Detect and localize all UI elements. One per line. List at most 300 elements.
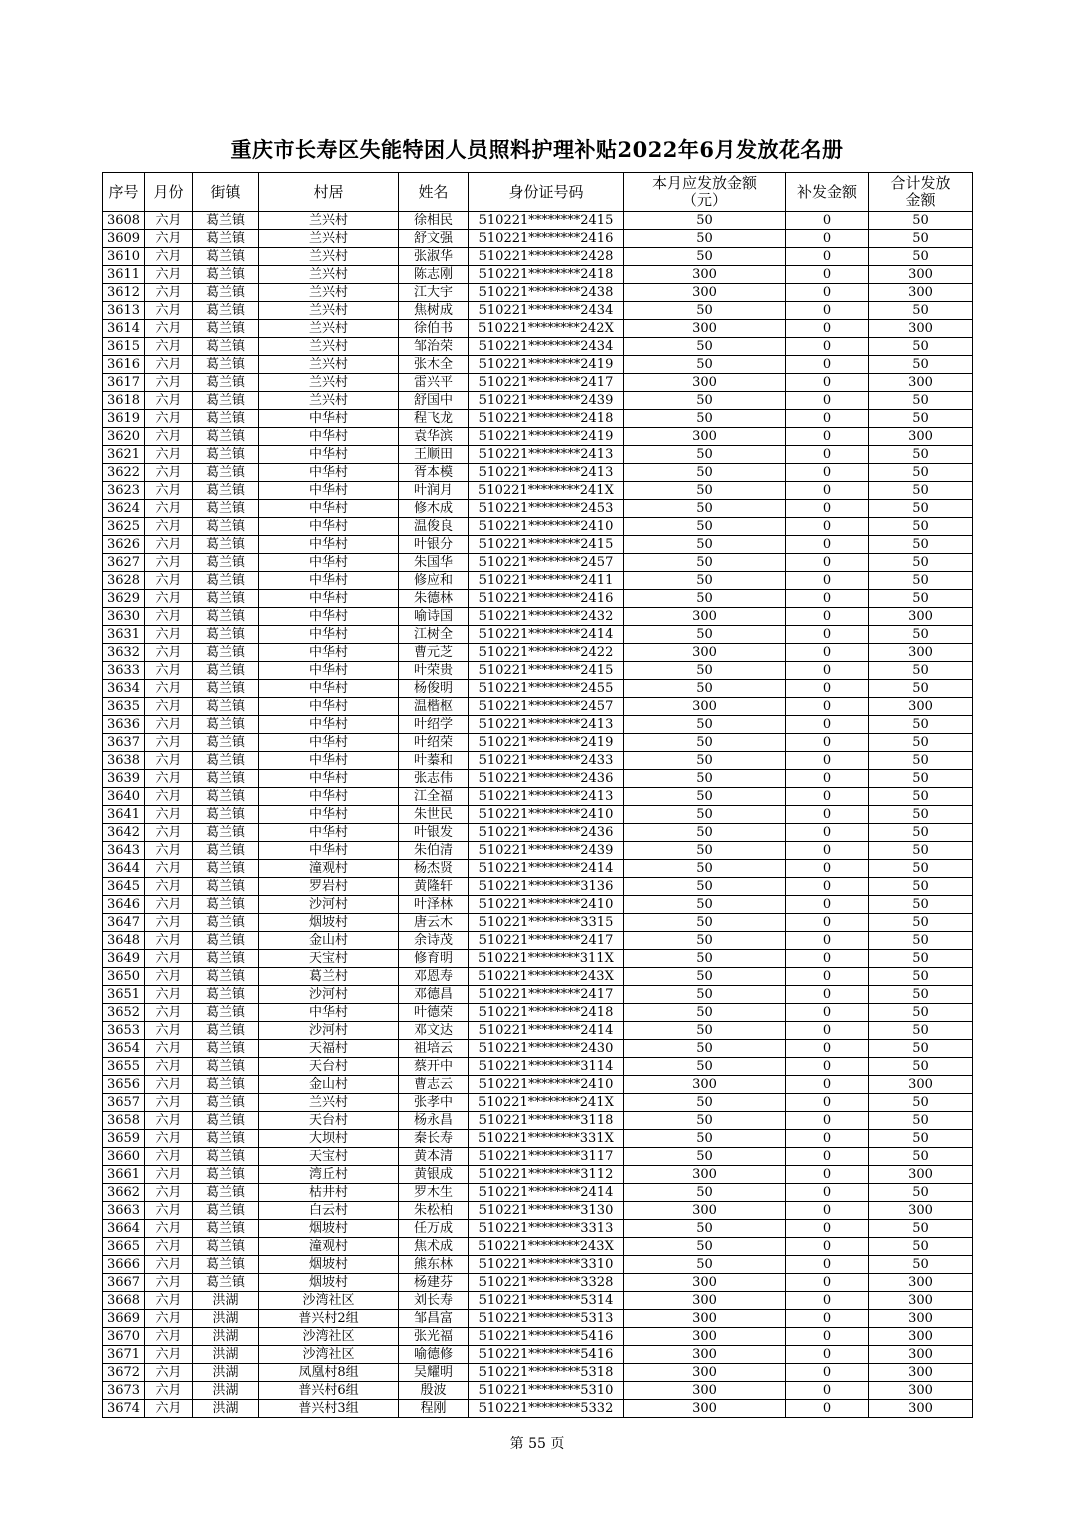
cell-town: 葛兰镇	[193, 950, 259, 968]
cell-index: 3660	[103, 1148, 145, 1166]
header-cell-name: 姓名	[399, 173, 469, 212]
cell-village: 白云村	[259, 1202, 399, 1220]
cell-supplement: 0	[786, 968, 869, 986]
cell-total: 300	[869, 1328, 973, 1346]
cell-id-number: 510221********2422	[469, 644, 624, 662]
cell-month: 六月	[145, 230, 193, 248]
cell-supplement: 0	[786, 230, 869, 248]
document-title: 重庆市长寿区失能特困人员照料护理补贴2022年6月发放花名册	[230, 137, 844, 162]
cell-total: 50	[869, 1094, 973, 1112]
cell-supplement: 0	[786, 1220, 869, 1238]
cell-month: 六月	[145, 824, 193, 842]
cell-monthly-amount: 300	[624, 1274, 786, 1292]
cell-supplement: 0	[786, 770, 869, 788]
cell-total: 300	[869, 374, 973, 392]
cell-id-number: 510221********2457	[469, 554, 624, 572]
cell-town: 洪湖	[193, 1382, 259, 1400]
cell-supplement: 0	[786, 1112, 869, 1130]
table-row	[103, 950, 973, 968]
cell-index: 3620	[103, 428, 145, 446]
cell-id-number: 510221********2430	[469, 1040, 624, 1058]
cell-village: 中华村	[259, 446, 399, 464]
cell-monthly-amount: 50	[624, 824, 786, 842]
cell-town: 葛兰镇	[193, 284, 259, 302]
cell-village: 天宝村	[259, 950, 399, 968]
cell-index: 3631	[103, 626, 145, 644]
cell-month: 六月	[145, 716, 193, 734]
cell-town: 葛兰镇	[193, 392, 259, 410]
cell-supplement: 0	[786, 536, 869, 554]
cell-total: 50	[869, 1022, 973, 1040]
cell-supplement: 0	[786, 572, 869, 590]
cell-name: 邓文达	[399, 1022, 469, 1040]
cell-supplement: 0	[786, 374, 869, 392]
cell-id-number: 510221********2434	[469, 302, 624, 320]
cell-village: 潼观村	[259, 1238, 399, 1256]
cell-supplement: 0	[786, 356, 869, 374]
table-row	[103, 806, 973, 824]
cell-supplement: 0	[786, 590, 869, 608]
cell-month: 六月	[145, 932, 193, 950]
table-row	[103, 878, 973, 896]
cell-id-number: 510221********2438	[469, 284, 624, 302]
cell-supplement: 0	[786, 626, 869, 644]
cell-month: 六月	[145, 410, 193, 428]
cell-monthly-amount: 50	[624, 680, 786, 698]
table-row	[103, 698, 973, 716]
cell-index: 3636	[103, 716, 145, 734]
cell-town: 葛兰镇	[193, 1040, 259, 1058]
cell-total: 300	[869, 1382, 973, 1400]
cell-supplement: 0	[786, 680, 869, 698]
table-row	[103, 608, 973, 626]
cell-supplement: 0	[786, 1130, 869, 1148]
cell-total: 50	[869, 662, 973, 680]
cell-total: 50	[869, 392, 973, 410]
cell-index: 3632	[103, 644, 145, 662]
cell-supplement: 0	[786, 986, 869, 1004]
cell-month: 六月	[145, 914, 193, 932]
cell-village: 中华村	[259, 752, 399, 770]
cell-supplement: 0	[786, 500, 869, 518]
cell-id-number: 510221********241X	[469, 482, 624, 500]
cell-supplement: 0	[786, 716, 869, 734]
cell-monthly-amount: 300	[624, 374, 786, 392]
table-row	[103, 338, 973, 356]
cell-total: 50	[869, 968, 973, 986]
cell-id-number: 510221********2433	[469, 752, 624, 770]
table-row	[103, 248, 973, 266]
cell-supplement: 0	[786, 302, 869, 320]
cell-index: 3618	[103, 392, 145, 410]
cell-monthly-amount: 50	[624, 590, 786, 608]
cell-village: 中华村	[259, 842, 399, 860]
cell-town: 葛兰镇	[193, 356, 259, 374]
cell-month: 六月	[145, 1400, 193, 1418]
cell-name: 叶银分	[399, 536, 469, 554]
cell-village: 中华村	[259, 590, 399, 608]
cell-month: 六月	[145, 482, 193, 500]
cell-town: 葛兰镇	[193, 806, 259, 824]
cell-total: 50	[869, 1184, 973, 1202]
cell-index: 3666	[103, 1256, 145, 1274]
cell-month: 六月	[145, 374, 193, 392]
cell-total: 300	[869, 698, 973, 716]
cell-total: 300	[869, 1364, 973, 1382]
cell-monthly-amount: 50	[624, 1220, 786, 1238]
cell-total: 50	[869, 1040, 973, 1058]
cell-supplement: 0	[786, 1346, 869, 1364]
cell-index: 3645	[103, 878, 145, 896]
cell-index: 3641	[103, 806, 145, 824]
cell-index: 3665	[103, 1238, 145, 1256]
cell-index: 3613	[103, 302, 145, 320]
table-row	[103, 860, 973, 878]
table-row	[103, 1220, 973, 1238]
cell-month: 六月	[145, 572, 193, 590]
cell-supplement: 0	[786, 428, 869, 446]
cell-id-number: 510221********3117	[469, 1148, 624, 1166]
cell-month: 六月	[145, 1022, 193, 1040]
cell-village: 烟坡村	[259, 914, 399, 932]
cell-name: 罗木生	[399, 1184, 469, 1202]
cell-index: 3671	[103, 1346, 145, 1364]
cell-total: 300	[869, 1346, 973, 1364]
cell-town: 葛兰镇	[193, 1166, 259, 1184]
cell-village: 天台村	[259, 1058, 399, 1076]
cell-month: 六月	[145, 1238, 193, 1256]
cell-name: 徐相民	[399, 212, 469, 230]
roster-table	[102, 172, 973, 1418]
cell-id-number: 510221********2417	[469, 932, 624, 950]
cell-town: 葛兰镇	[193, 986, 259, 1004]
cell-name: 朱世民	[399, 806, 469, 824]
cell-town: 葛兰镇	[193, 644, 259, 662]
cell-month: 六月	[145, 878, 193, 896]
cell-index: 3630	[103, 608, 145, 626]
table-row	[103, 968, 973, 986]
table-row	[103, 1022, 973, 1040]
cell-month: 六月	[145, 464, 193, 482]
cell-index: 3624	[103, 500, 145, 518]
cell-supplement: 0	[786, 410, 869, 428]
cell-name: 程刚	[399, 1400, 469, 1418]
cell-id-number: 510221********2410	[469, 896, 624, 914]
cell-id-number: 510221********3114	[469, 1058, 624, 1076]
cell-town: 葛兰镇	[193, 446, 259, 464]
cell-id-number: 510221********3112	[469, 1166, 624, 1184]
table-row	[103, 986, 973, 1004]
cell-total: 300	[869, 1166, 973, 1184]
cell-id-number: 510221********2419	[469, 734, 624, 752]
table-row	[103, 1112, 973, 1130]
cell-monthly-amount: 50	[624, 734, 786, 752]
cell-village: 中华村	[259, 644, 399, 662]
cell-name: 张孝中	[399, 1094, 469, 1112]
table-row	[103, 1364, 973, 1382]
cell-total: 50	[869, 554, 973, 572]
cell-total: 50	[869, 500, 973, 518]
cell-supplement: 0	[786, 878, 869, 896]
table-row	[103, 1076, 973, 1094]
cell-town: 葛兰镇	[193, 878, 259, 896]
cell-id-number: 510221********2410	[469, 1076, 624, 1094]
cell-id-number: 510221********2428	[469, 248, 624, 266]
cell-monthly-amount: 300	[624, 1310, 786, 1328]
cell-town: 葛兰镇	[193, 716, 259, 734]
cell-id-number: 510221********5318	[469, 1364, 624, 1382]
cell-name: 舒国中	[399, 392, 469, 410]
table-row	[103, 572, 973, 590]
cell-month: 六月	[145, 536, 193, 554]
table-row	[103, 518, 973, 536]
cell-name: 殷波	[399, 1382, 469, 1400]
table-body	[103, 212, 973, 1418]
cell-village: 中华村	[259, 500, 399, 518]
cell-index: 3654	[103, 1040, 145, 1058]
cell-village: 中华村	[259, 626, 399, 644]
table-row	[103, 716, 973, 734]
cell-total: 50	[869, 356, 973, 374]
cell-village: 天台村	[259, 1112, 399, 1130]
cell-id-number: 510221********2417	[469, 374, 624, 392]
cell-index: 3634	[103, 680, 145, 698]
cell-index: 3646	[103, 896, 145, 914]
cell-monthly-amount: 50	[624, 1058, 786, 1076]
cell-id-number: 510221********2418	[469, 1004, 624, 1022]
cell-total: 50	[869, 572, 973, 590]
cell-id-number: 510221********331X	[469, 1130, 624, 1148]
cell-index: 3611	[103, 266, 145, 284]
table-row	[103, 374, 973, 392]
cell-supplement: 0	[786, 446, 869, 464]
cell-total: 300	[869, 1400, 973, 1418]
cell-town: 葛兰镇	[193, 1058, 259, 1076]
table-row	[103, 1004, 973, 1022]
cell-name: 程飞龙	[399, 410, 469, 428]
cell-supplement: 0	[786, 518, 869, 536]
cell-month: 六月	[145, 1004, 193, 1022]
cell-monthly-amount: 50	[624, 1004, 786, 1022]
cell-name: 唐云木	[399, 914, 469, 932]
cell-village: 中华村	[259, 662, 399, 680]
cell-id-number: 510221********2413	[469, 788, 624, 806]
table-row	[103, 554, 973, 572]
cell-town: 葛兰镇	[193, 1238, 259, 1256]
cell-name: 曹元芝	[399, 644, 469, 662]
cell-town: 葛兰镇	[193, 302, 259, 320]
cell-id-number: 510221********2413	[469, 446, 624, 464]
cell-id-number: 510221********3310	[469, 1256, 624, 1274]
cell-supplement: 0	[786, 266, 869, 284]
cell-monthly-amount: 50	[624, 1148, 786, 1166]
cell-monthly-amount: 50	[624, 788, 786, 806]
cell-index: 3640	[103, 788, 145, 806]
table-row	[103, 1058, 973, 1076]
table-row	[103, 1184, 973, 1202]
cell-village: 中华村	[259, 554, 399, 572]
cell-monthly-amount: 50	[624, 770, 786, 788]
cell-index: 3651	[103, 986, 145, 1004]
cell-name: 叶绍荣	[399, 734, 469, 752]
cell-name: 刘长寿	[399, 1292, 469, 1310]
cell-id-number: 510221********3313	[469, 1220, 624, 1238]
cell-town: 洪湖	[193, 1292, 259, 1310]
cell-month: 六月	[145, 842, 193, 860]
table-row	[103, 536, 973, 554]
cell-town: 葛兰镇	[193, 482, 259, 500]
cell-index: 3644	[103, 860, 145, 878]
cell-name: 黄隆轩	[399, 878, 469, 896]
cell-total: 50	[869, 878, 973, 896]
cell-name: 蔡开中	[399, 1058, 469, 1076]
cell-total: 50	[869, 896, 973, 914]
cell-village: 沙湾社区	[259, 1328, 399, 1346]
cell-town: 葛兰镇	[193, 536, 259, 554]
cell-name: 余诗茂	[399, 932, 469, 950]
cell-total: 50	[869, 248, 973, 266]
cell-town: 洪湖	[193, 1310, 259, 1328]
cell-month: 六月	[145, 518, 193, 536]
cell-index: 3616	[103, 356, 145, 374]
cell-monthly-amount: 50	[624, 500, 786, 518]
cell-monthly-amount: 50	[624, 878, 786, 896]
cell-town: 葛兰镇	[193, 860, 259, 878]
cell-id-number: 510221********243X	[469, 968, 624, 986]
cell-total: 50	[869, 824, 973, 842]
cell-town: 葛兰镇	[193, 266, 259, 284]
cell-monthly-amount: 50	[624, 1184, 786, 1202]
cell-village: 中华村	[259, 734, 399, 752]
cell-index: 3615	[103, 338, 145, 356]
cell-total: 50	[869, 716, 973, 734]
cell-town: 葛兰镇	[193, 824, 259, 842]
cell-index: 3626	[103, 536, 145, 554]
cell-village: 中华村	[259, 1004, 399, 1022]
cell-name: 邓德昌	[399, 986, 469, 1004]
cell-town: 葛兰镇	[193, 770, 259, 788]
cell-name: 江全福	[399, 788, 469, 806]
cell-town: 葛兰镇	[193, 1184, 259, 1202]
cell-town: 葛兰镇	[193, 554, 259, 572]
cell-id-number: 510221********2413	[469, 464, 624, 482]
cell-supplement: 0	[786, 1166, 869, 1184]
cell-monthly-amount: 300	[624, 608, 786, 626]
cell-id-number: 510221********5416	[469, 1328, 624, 1346]
table-row	[103, 1400, 973, 1418]
cell-town: 葛兰镇	[193, 662, 259, 680]
cell-index: 3655	[103, 1058, 145, 1076]
header-cell-supplement: 补发金额	[786, 173, 869, 212]
cell-month: 六月	[145, 806, 193, 824]
cell-village: 罗岩村	[259, 878, 399, 896]
cell-month: 六月	[145, 788, 193, 806]
cell-month: 六月	[145, 950, 193, 968]
cell-supplement: 0	[786, 1202, 869, 1220]
cell-name: 邹治荣	[399, 338, 469, 356]
cell-supplement: 0	[786, 1184, 869, 1202]
cell-town: 葛兰镇	[193, 248, 259, 266]
cell-monthly-amount: 300	[624, 1346, 786, 1364]
cell-name: 张淑华	[399, 248, 469, 266]
cell-town: 洪湖	[193, 1346, 259, 1364]
cell-monthly-amount: 300	[624, 320, 786, 338]
cell-index: 3608	[103, 212, 145, 230]
cell-monthly-amount: 50	[624, 1130, 786, 1148]
cell-name: 雷兴平	[399, 374, 469, 392]
cell-town: 葛兰镇	[193, 1274, 259, 1292]
table-row	[103, 428, 973, 446]
cell-village: 兰兴村	[259, 266, 399, 284]
cell-supplement: 0	[786, 932, 869, 950]
cell-monthly-amount: 50	[624, 446, 786, 464]
cell-index: 3648	[103, 932, 145, 950]
cell-index: 3664	[103, 1220, 145, 1238]
cell-town: 葛兰镇	[193, 230, 259, 248]
cell-town: 葛兰镇	[193, 338, 259, 356]
cell-month: 六月	[145, 500, 193, 518]
cell-village: 中华村	[259, 698, 399, 716]
header-cell-village: 村居	[259, 173, 399, 212]
cell-village: 沙河村	[259, 986, 399, 1004]
cell-index: 3674	[103, 1400, 145, 1418]
cell-id-number: 510221********311X	[469, 950, 624, 968]
cell-village: 沙湾社区	[259, 1292, 399, 1310]
cell-monthly-amount: 50	[624, 662, 786, 680]
table-row	[103, 500, 973, 518]
header-cell-total: 合计发放 金额	[869, 173, 973, 212]
cell-name: 朱伯清	[399, 842, 469, 860]
cell-id-number: 510221********2453	[469, 500, 624, 518]
cell-village: 兰兴村	[259, 230, 399, 248]
cell-month: 六月	[145, 896, 193, 914]
cell-total: 50	[869, 338, 973, 356]
cell-name: 徐伯书	[399, 320, 469, 338]
table-row	[103, 842, 973, 860]
cell-monthly-amount: 50	[624, 482, 786, 500]
cell-monthly-amount: 50	[624, 1238, 786, 1256]
cell-index: 3628	[103, 572, 145, 590]
cell-id-number: 510221********2439	[469, 842, 624, 860]
cell-id-number: 510221********2457	[469, 698, 624, 716]
cell-total: 50	[869, 842, 973, 860]
cell-supplement: 0	[786, 464, 869, 482]
cell-supplement: 0	[786, 752, 869, 770]
cell-total: 50	[869, 1130, 973, 1148]
cell-village: 兰兴村	[259, 212, 399, 230]
cell-monthly-amount: 300	[624, 644, 786, 662]
cell-name: 任万成	[399, 1220, 469, 1238]
cell-town: 葛兰镇	[193, 1256, 259, 1274]
cell-index: 3656	[103, 1076, 145, 1094]
cell-name: 江大宇	[399, 284, 469, 302]
cell-monthly-amount: 50	[624, 716, 786, 734]
table-row	[103, 1202, 973, 1220]
cell-total: 50	[869, 860, 973, 878]
table-row	[103, 1130, 973, 1148]
cell-total: 50	[869, 302, 973, 320]
cell-id-number: 510221********2415	[469, 662, 624, 680]
cell-total: 50	[869, 410, 973, 428]
cell-month: 六月	[145, 1256, 193, 1274]
cell-town: 葛兰镇	[193, 788, 259, 806]
cell-town: 洪湖	[193, 1328, 259, 1346]
cell-village: 中华村	[259, 806, 399, 824]
cell-total: 50	[869, 680, 973, 698]
cell-village: 中华村	[259, 518, 399, 536]
cell-name: 祖培云	[399, 1040, 469, 1058]
cell-index: 3625	[103, 518, 145, 536]
